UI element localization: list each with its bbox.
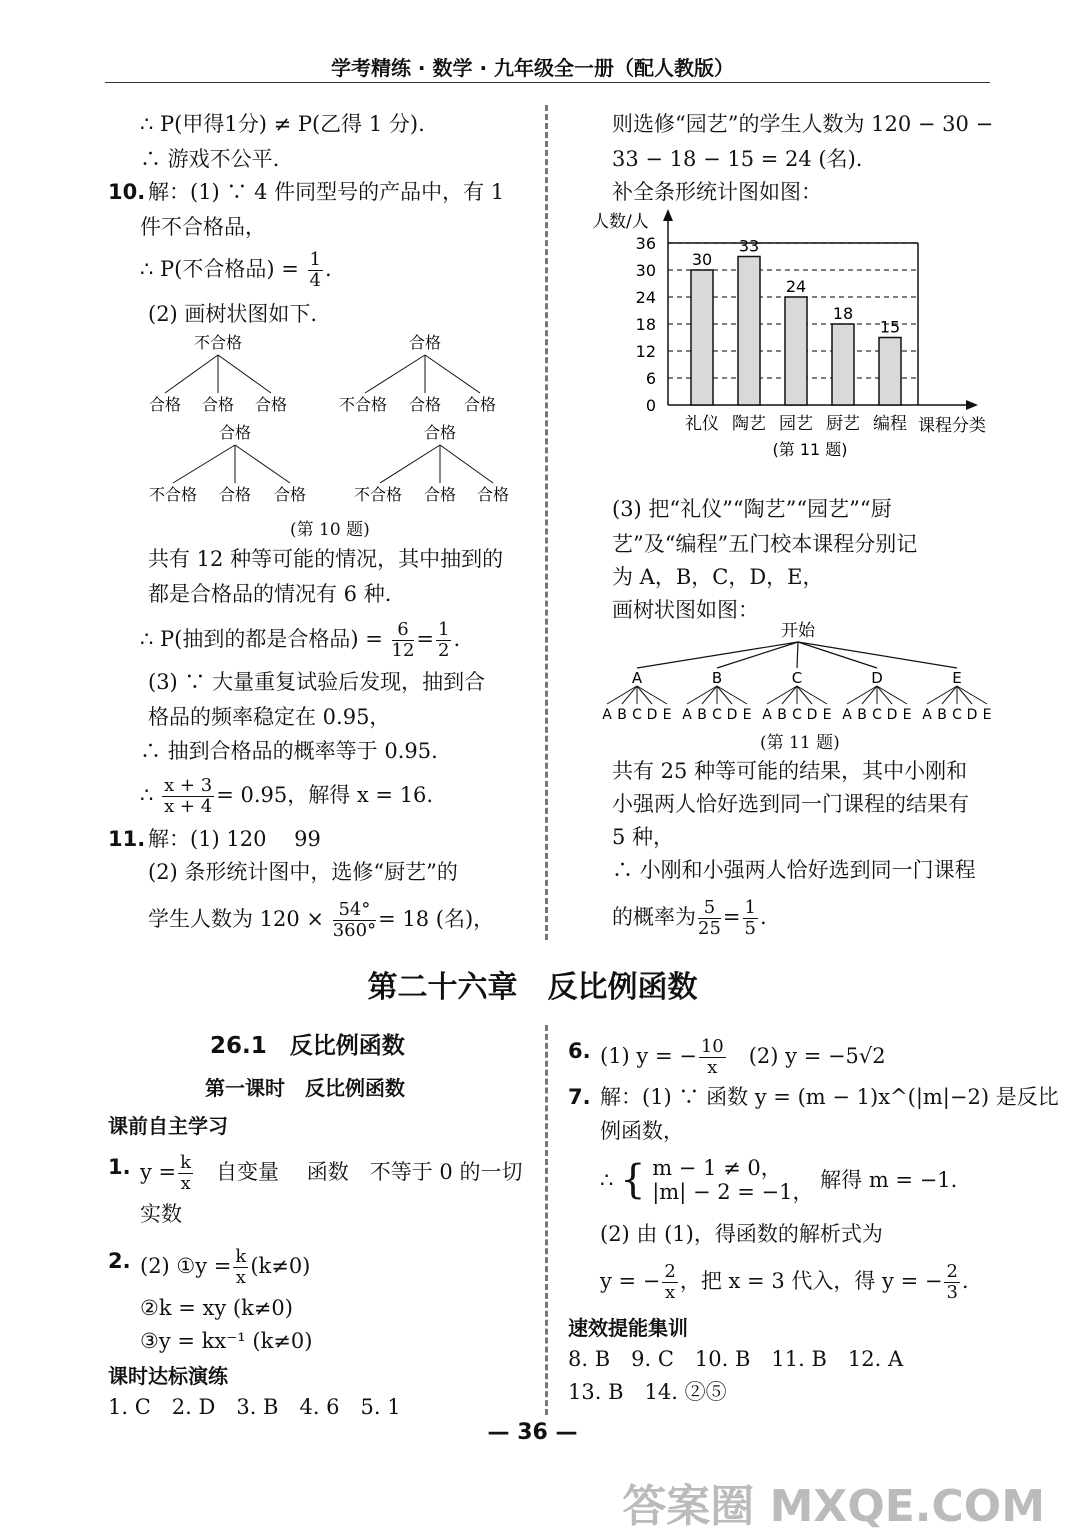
tree-leaf-label: A <box>842 707 852 723</box>
q11-number: 11. <box>108 827 146 851</box>
tree-3-leaf: 合格 <box>218 485 252 504</box>
tree-leaf-branch <box>717 686 732 704</box>
tree-leaf-branch <box>622 686 637 704</box>
bar-value-label: 24 <box>785 277 807 296</box>
right-line-5: 艺”及“编程”五门校本课程分别记 <box>612 532 918 556</box>
q10-line-2: 件不合格品， <box>140 215 266 239</box>
system-eq-1: m − 1 ≠ 0， <box>652 1156 782 1180</box>
left-line-2: ∴ 游戏不公平. <box>140 147 280 171</box>
answers-13-14: 13. B 14. ②⑤ <box>568 1380 727 1404</box>
tree-branch <box>798 642 877 668</box>
system-eq-2: |m| − 2 = −1， <box>652 1180 814 1204</box>
y-tick-label: 18 <box>635 315 656 334</box>
tree-11-root: 开始 <box>781 621 815 641</box>
q7-line-4: (2) 由 (1)，得函数的解析式为 <box>600 1222 883 1246</box>
tree-leaf-label: E <box>822 707 832 723</box>
q10-line-10: ∴ 抽到合格品的概率等于 0.95. <box>140 739 438 763</box>
q6-line: (1) y = − $\frac{10}{x}$ (2) y = −5√2 <box>600 1036 886 1078</box>
fraction-1-4: $\frac{1}{4}$ <box>309 249 321 291</box>
tree-leaf-branch <box>767 686 797 704</box>
q10-line-11: ∴ $\frac{x + 3}{x + 4}$ = 0.95，解得 x = 16. <box>140 775 434 817</box>
right-line-6: 为 A，B，C，D，E， <box>612 565 824 589</box>
q1-line: y = $\frac{k}{x}$ 自变量 函数 不等于 0 的一切 <box>140 1152 523 1194</box>
chapter-title: 第二十六章 反比例函数 <box>367 970 698 1005</box>
q11-line-1: 解：(1) 120 99 <box>148 827 321 851</box>
tree-branch <box>717 642 798 668</box>
category-label: 园艺 <box>779 414 813 434</box>
q10-number: 10. <box>108 180 146 204</box>
fraction-2-x: $\frac{2}{x}$ <box>664 1261 676 1303</box>
tree-leaf-label: B <box>777 707 787 723</box>
tree-2-leaf: 不合格 <box>338 395 388 414</box>
fraction-k-x-2: $\frac{k}{x}$ <box>235 1246 247 1288</box>
tree-leaf-branch <box>717 686 747 704</box>
q11-line-3: 学生人数为 120 × $\frac{54^\circ}{360^\circ}$ = 18 (名)， <box>148 899 495 941</box>
caption-11b: (第 11 题) <box>760 733 840 753</box>
tree-leaf-branch <box>607 686 637 704</box>
category-label: 厨艺 <box>826 414 860 434</box>
fraction-10-x: $\frac{10}{x}$ <box>700 1036 724 1078</box>
q10-line-9: 格品的频率稳定在 0.95， <box>148 705 391 729</box>
tree-leaf-label: D <box>646 707 658 723</box>
q7-line-1: 解：(1) ∵ 函数 y = (m − 1)x^(|m|−2) 是反比 <box>600 1085 1059 1109</box>
bar <box>832 324 854 405</box>
bar-value-label: 15 <box>879 317 901 337</box>
tree-2-leaf: 合格 <box>463 395 497 414</box>
q10-prob-label: ∴ P(不合格品) = <box>140 257 299 281</box>
tree-leaf-branch <box>862 686 877 704</box>
q2-line-2: ②k = xy (k≠0) <box>140 1296 293 1320</box>
tree-leaf-label: A <box>602 707 612 723</box>
column-divider-bottom <box>545 1025 548 1415</box>
tree-leaf-label: B <box>857 707 867 723</box>
heading-drill: 速效提能集训 <box>568 1316 688 1340</box>
tree-leaf-branch <box>687 686 717 704</box>
answers-1-5: 1. C 2. D 3. B 4. 6 5. 1 <box>108 1395 401 1419</box>
subsection-title: 第一课时 反比例函数 <box>205 1076 405 1100</box>
tree-leaf-branch <box>637 686 667 704</box>
tree-leaf-label: E <box>742 707 752 723</box>
section-title: 26.1 反比例函数 <box>210 1033 405 1059</box>
x-axis-arrow <box>966 400 978 410</box>
q2-number: 2. <box>108 1249 131 1273</box>
tree-2-leaf: 合格 <box>408 395 442 414</box>
y-tick-label: 6 <box>645 369 656 388</box>
tree-leaf-label: B <box>697 707 707 723</box>
right-line-8: 共有 25 种等可能的结果，其中小刚和 <box>612 759 968 783</box>
tree-1-leaf: 合格 <box>148 395 182 414</box>
fraction-5-25: $\frac{5}{25}$ <box>698 897 721 939</box>
tree-3 <box>149 423 306 504</box>
right-line-12: 的概率为 $\frac{5}{25}$ = $\frac{1}{5}$ . <box>612 897 767 939</box>
right-line-10: 5 种， <box>612 825 675 849</box>
tree-leaf-branch <box>877 686 907 704</box>
fraction-k-x: $\frac{k}{x}$ <box>180 1152 192 1194</box>
q10-line-7: ∴ P(抽到的都是合格品) = $\frac{6}{12}$ = $\frac{1}{2}$ . <box>140 619 461 661</box>
q10-line-1: 解：(1) ∵ 4 件同型号的产品中，有 1 <box>148 180 505 204</box>
tree-3-root: 合格 <box>218 423 252 442</box>
right-line-2: 33 − 18 − 15 = 24 (名). <box>612 147 863 171</box>
tree-leaf-label: B <box>617 707 627 723</box>
tree-4-leaf: 合格 <box>476 485 510 504</box>
q7-line-5: y = − $\frac{2}{x}$ ，把 x = 3 代入，得 y = − $\frac{2}{3}$ . <box>600 1261 969 1303</box>
tree-leaf-label: E <box>662 707 672 723</box>
page-header: 学考精练 · 数学 · 九年级全一册（配人教版） <box>330 56 735 80</box>
tree-leaf-branch <box>957 686 972 704</box>
category-label: 陶艺 <box>732 414 766 434</box>
tree-4-leaf: 合格 <box>423 485 457 504</box>
tree-leaf-branch <box>797 686 827 704</box>
tree-node-label: E <box>952 669 962 687</box>
fraction-6-12: $\frac{6}{12}$ <box>391 619 415 661</box>
bar <box>738 257 760 406</box>
bar <box>785 297 807 405</box>
tree-1-root: 不合格 <box>193 333 243 352</box>
fraction-54-360: $\frac{54^\circ}{360^\circ}$ <box>332 899 377 941</box>
right-line-4: (3) 把“礼仪”“陶艺”“园艺”“厨 <box>612 497 892 521</box>
fraction-1-5: $\frac{1}{5}$ <box>744 897 756 939</box>
tree-diagram-11 <box>590 620 1015 730</box>
tree-3-leaf: 合格 <box>273 485 307 504</box>
tree-node-label: B <box>711 669 723 687</box>
tree-leaf-branch <box>702 686 717 704</box>
tree-leaf-label: D <box>726 707 738 723</box>
column-divider-top <box>545 105 548 940</box>
q7-system: ∴ { m − 1 ≠ 0， |m| − 2 = −1， 解得 m = −1. <box>600 1156 958 1204</box>
tree-4 <box>354 423 509 504</box>
tree-leaf-branch <box>782 686 797 704</box>
bar-chart <box>590 205 1015 465</box>
bar-value-label: 18 <box>832 304 854 323</box>
q1-number: 1. <box>108 1155 131 1179</box>
tree-leaf-branch <box>927 686 957 704</box>
y-tick-label: 12 <box>635 342 656 361</box>
tree-leaf-label: C <box>952 707 962 723</box>
tree-leaf-branch <box>637 686 652 704</box>
category-label: 礼仪 <box>685 414 719 434</box>
q10-line-3: ∴ P(不合格品) = $\frac{1}{4}$ . <box>140 249 332 291</box>
q10-line-4: (2) 画树状图如下. <box>148 302 318 326</box>
fraction-1-2: $\frac{1}{2}$ <box>438 619 450 661</box>
right-line-7: 画树状图如图： <box>612 598 759 622</box>
right-line-1: 则选修“园艺”的学生人数为 120 − 30 − <box>612 112 994 136</box>
fraction-x: $\frac{x + 3}{x + 4}$ <box>164 775 213 817</box>
right-line-3: 补全条形统计图如图： <box>612 180 822 204</box>
bar-value-label: 33 <box>738 236 760 256</box>
right-line-9: 小强两人恰好选到同一门课程的结果有 <box>612 792 969 816</box>
q11-line-2: (2) 条形统计图中，选修“厨艺”的 <box>148 860 458 884</box>
heading-preview: 课前自主学习 <box>108 1114 228 1138</box>
tree-leaf-label: D <box>806 707 818 723</box>
bar <box>879 338 901 406</box>
y-tick-label: 0 <box>645 396 656 415</box>
q10-line-6: 都是合格品的情况有 6 种. <box>148 582 392 606</box>
tree-4-leaf: 不合格 <box>353 485 403 504</box>
header-rule <box>105 82 990 83</box>
chart-caption: (第 11 题) <box>772 440 848 459</box>
q6-number: 6. <box>568 1039 591 1063</box>
q1-line-2: 实数 <box>140 1202 182 1226</box>
category-label: 编程 <box>873 414 907 434</box>
watermark-logo: 答案圈 MXQE.COM <box>622 1481 1045 1532</box>
tree-branch <box>637 642 798 668</box>
tree-leaf-branch <box>957 686 987 704</box>
left-line-1: ∴ P(甲得1分) ≠ P(乙得 1 分). <box>140 112 425 136</box>
tree-leaf-label: A <box>922 707 932 723</box>
q7-number: 7. <box>568 1085 591 1109</box>
tree-leaf-label: E <box>982 707 992 723</box>
tree-diagram-10 <box>135 328 535 528</box>
tree-leaf-label: A <box>682 707 692 723</box>
chart-xlabel: 课程分类 <box>918 416 986 436</box>
tree-2-root: 合格 <box>408 333 442 352</box>
heading-practice: 课时达标演练 <box>108 1364 228 1388</box>
bar-value-label: 30 <box>691 250 713 269</box>
tree-node-label: C <box>791 669 803 687</box>
tree-leaf-label: B <box>937 707 947 723</box>
tree-leaf-branch <box>797 686 812 704</box>
chart-ylabel: 人数/人 <box>592 212 649 232</box>
tree-leaf-label: C <box>792 707 802 723</box>
tree-leaf-label: C <box>632 707 642 723</box>
tree-4-root: 合格 <box>423 423 457 442</box>
q10-line-8: (3) ∵ 大量重复试验后发现，抽到合 <box>148 670 486 694</box>
tree-leaf-branch <box>877 686 892 704</box>
tree-branch <box>797 642 798 668</box>
tree-node-label: D <box>871 669 883 687</box>
y-tick-label: 36 <box>635 234 656 253</box>
tree-1-leaf: 合格 <box>201 395 235 414</box>
answers-8-12: 8. B 9. C 10. B 11. B 12. A <box>568 1347 904 1371</box>
tree-2 <box>339 333 496 414</box>
y-axis-arrow <box>663 209 673 221</box>
page-number: — 36 — <box>487 1420 578 1445</box>
y-tick-label: 24 <box>635 288 656 307</box>
bar <box>691 270 713 405</box>
q7-line-2: 例函数， <box>600 1119 684 1143</box>
caption-10: (第 10 题) <box>290 520 370 540</box>
tree-leaf-branch <box>942 686 957 704</box>
tree-leaf-label: C <box>872 707 882 723</box>
tree-leaf-label: D <box>966 707 978 723</box>
tree-1-leaf: 合格 <box>254 395 288 414</box>
y-tick-label: 30 <box>635 261 656 280</box>
tree-branch <box>798 642 957 668</box>
tree-1 <box>149 333 287 414</box>
tree-leaf-label: C <box>712 707 722 723</box>
q2-line-1: (2) ①y = $\frac{k}{x}$ (k≠0) <box>140 1246 311 1288</box>
tree-leaf-label: D <box>886 707 898 723</box>
tree-node-label: A <box>631 669 643 687</box>
tree-3-leaf: 不合格 <box>148 485 198 504</box>
tree-leaf-label: E <box>902 707 912 723</box>
q10-line-5: 共有 12 种等可能的情况，其中抽到的 <box>148 547 504 571</box>
tree-leaf-label: A <box>762 707 772 723</box>
right-line-11: ∴ 小刚和小强两人恰好选到同一门课程 <box>612 858 976 882</box>
tree-leaf-branch <box>847 686 877 704</box>
q2-line-3: ③y = kx⁻¹ (k≠0) <box>140 1329 313 1353</box>
fraction-2-3: $\frac{2}{3}$ <box>946 1261 958 1303</box>
